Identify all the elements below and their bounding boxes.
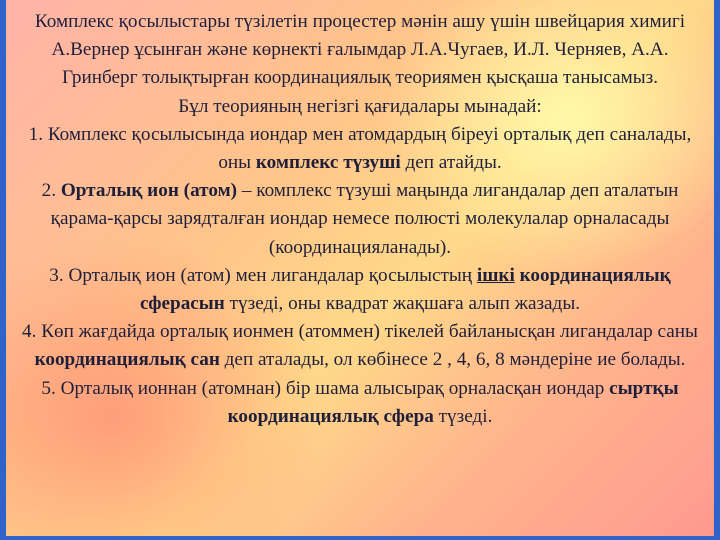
principles-heading: Бұл теорияның негізгі қағидалары мынадай: <box>178 95 542 117</box>
principle-1-term: комплекс түзуші <box>255 152 401 174</box>
principle-3 <box>20 262 700 318</box>
principle-3-term-underlined <box>477 265 515 286</box>
principle-4-text-a: 4. Көп жағдайда орталық ионмен (атоммен) тікелей байланысқан лигандалар саны <box>22 321 698 343</box>
principle-3-text-b: түзеді, оны квадрат жақшаға алып жазады. <box>224 293 581 315</box>
principle-2 <box>20 177 700 262</box>
principle-3-text-a: 3. Орталық ион (атом) мен лигандалар қосылыстың <box>49 264 477 286</box>
principle-5-text-a: 5. Орталық ионнан (атомнан) бір шама алысырақ орналасқан иондар <box>41 377 610 399</box>
principle-2-text: – комплекс түзуші маңында лигандалар деп аталатын қарама-қарсы зарядталған иондар немесе полюсті молекулалар орналасады (координацияланады). <box>50 180 679 258</box>
principle-1-text-b: деп атайды. <box>400 152 502 174</box>
principle-5-text-b: түзеді. <box>433 405 493 427</box>
principle-3-term: координациялық сферасын <box>139 264 671 315</box>
principle-4-term: координациялық сан <box>34 349 220 371</box>
principle-5-term: сыртқы координациялық сфера <box>227 377 679 427</box>
slide-content <box>20 8 700 431</box>
principle-3-underline: ішкі <box>476 264 515 286</box>
principle-1-text-a: 1. Комплекс қосылысында иондар мен атомдардың біреуі орталық деп саналады, оны <box>28 123 692 174</box>
principle-1 <box>20 121 700 177</box>
principle-4-text-b: деп аталады, ол көбінесе 2 , 4, 6, 8 мәндеріне ие болады. <box>219 349 686 371</box>
intro-paragraph: Комплекс қосылыстары түзілетін процестер мәнін ашу үшін швейцария химигі А.Вернер ұсынған және көрнекті ғалымдар Л.А.Чугаев, И.Л. Черняев, А.А. Гринберг толықтырған координациялық теориямен қысқаша танысамыз. <box>34 11 686 89</box>
principle-4 <box>20 318 700 374</box>
principle-2-term: Орталық ион (атом) <box>60 180 238 202</box>
principle-2-number: 2. <box>41 180 61 202</box>
principle-5 <box>20 375 700 431</box>
